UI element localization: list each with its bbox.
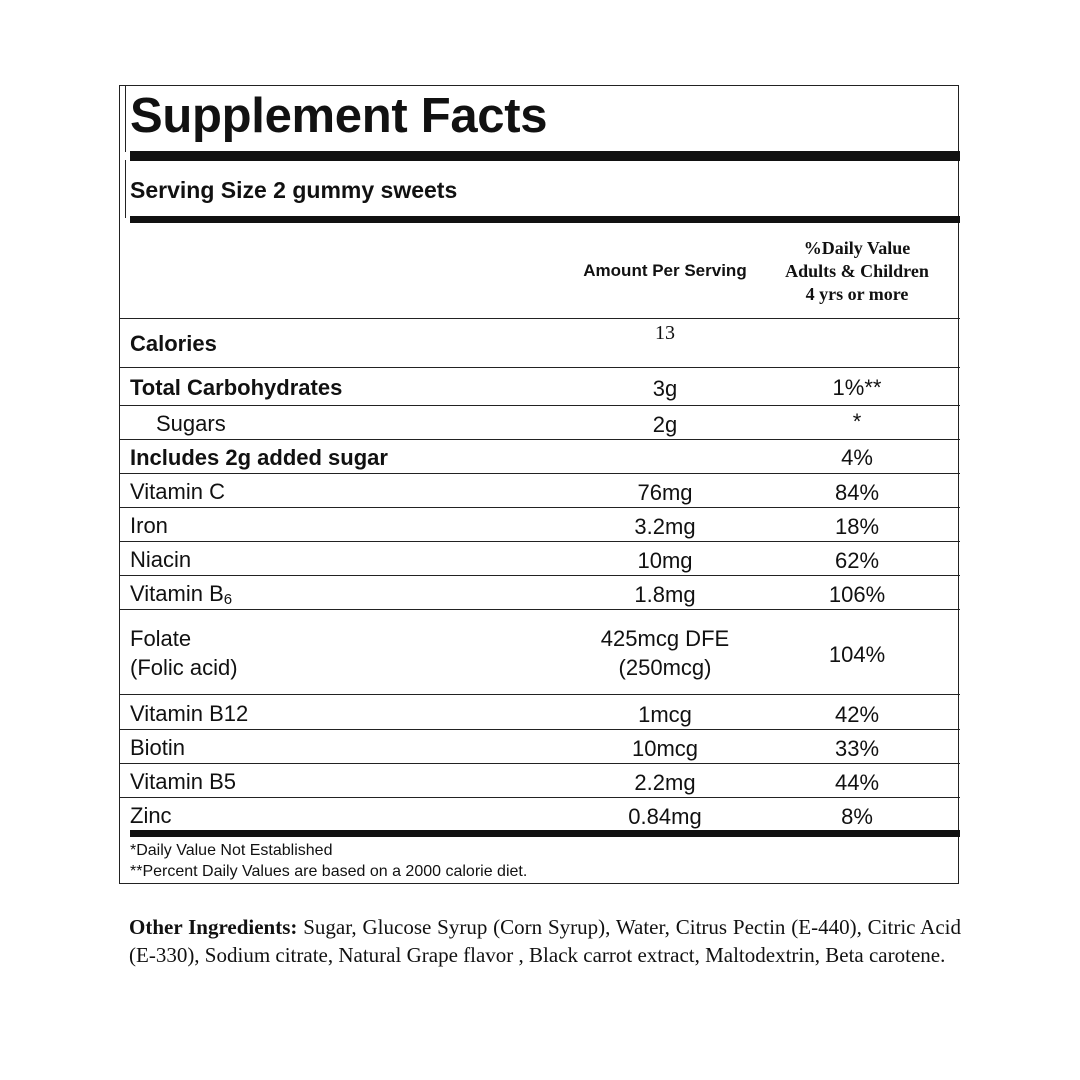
nutrient-daily-value: 42% [834,702,880,727]
nutrient-daily-value: 104% [828,642,886,667]
nutrient-name: Sugars [156,411,226,436]
nutrient-name: Zinc [130,803,172,828]
nutrient-name: Total Carbohydrates [130,375,343,400]
nutrient-daily-value: 33% [834,736,880,761]
serving-size: Serving Size 2 gummy sweets [130,177,458,203]
nutrient-name-line2: (Folic acid) [130,655,238,680]
nutrient-amount: 10mcg [631,736,699,761]
table-row [120,440,960,473]
panel-inner-edge [125,85,126,152]
table-row [120,542,960,575]
table-row [120,798,960,830]
table-row [120,576,960,609]
table-row [120,610,960,694]
footnote-percent-daily-values: **Percent Daily Values are based on a 2000 calorie diet. [130,863,528,880]
nutrient-amount: 1.8mg [634,582,696,607]
nutrient-name: Biotin [130,735,186,760]
thick-divider [130,216,960,223]
other-ingredients-label: Other Ingredients: [129,915,298,939]
panel-inner-edge [125,160,126,218]
nutrient-daily-value: 4% [841,445,873,470]
nutrient-daily-value: * [852,409,862,434]
daily-value-header-line: %Daily Value [803,238,911,258]
nutrient-amount: 3.2mg [634,514,696,539]
table-row [120,319,960,367]
nutrient-daily-value: 8% [841,804,873,829]
other-ingredients-text: Sugar, Glucose Syrup (Corn Syrup), Water, Citrus Pectin (E-440), Citric Acid (E-330), Sodium citrate, Natural Grape flavor , Black carrot extract, Maltodextrin, Beta carotene. [129,915,961,967]
nutrient-amount: 2g [652,412,678,437]
nutrient-daily-value: 44% [834,770,880,795]
nutrient-name: Folate [130,626,192,651]
daily-value-header [757,237,957,306]
nutrient-daily-value: 18% [834,514,880,539]
nutrient-amount: 13 [655,322,675,344]
nutrient-name: Vitamin C [130,479,225,504]
other-ingredients [129,913,961,969]
nutrient-amount: 10mg [637,548,693,573]
nutrient-name: Calories [130,331,217,356]
nutrient-amount: 425mcg DFE [600,626,730,651]
footnote-daily-value: *Daily Value Not Established [130,842,333,859]
nutrient-amount-line2: (250mcg) [618,655,712,680]
daily-value-header-line: 4 yrs or more [805,284,909,304]
nutrient-name-text: Vitamin B [130,581,224,606]
table-row [120,730,960,763]
nutrient-name: Vitamin B12 [130,701,249,726]
table-row [120,695,960,729]
table-row [120,764,960,797]
nutrient-daily-value: 62% [834,548,880,573]
thick-divider [130,151,960,161]
nutrient-daily-value: 84% [834,480,880,505]
table-row [120,368,960,405]
amount-per-serving-header: Amount Per Serving [583,261,747,280]
nutrient-name [130,581,232,607]
nutrient-name: Iron [130,513,168,538]
table-row [120,474,960,507]
nutrient-name: Vitamin B5 [130,769,236,794]
nutrient-name: Niacin [130,547,192,572]
nutrient-daily-value: 106% [828,582,886,607]
nutrient-amount: 3g [652,376,678,401]
nutrient-amount: 1mcg [638,702,692,727]
table-row [120,406,960,439]
daily-value-header-line: Adults & Children [785,261,929,281]
nutrient-name: Includes 2g added sugar [130,445,388,470]
nutrient-amount: 2.2mg [634,770,696,795]
panel-title: Supplement Facts [130,89,548,143]
thick-divider [130,830,960,837]
nutrient-amount: 0.84mg [628,804,702,829]
nutrient-name-subscript: 6 [223,591,233,608]
nutrient-daily-value: 1%** [832,375,882,400]
nutrient-amount: 76mg [637,480,693,505]
table-row [120,508,960,541]
